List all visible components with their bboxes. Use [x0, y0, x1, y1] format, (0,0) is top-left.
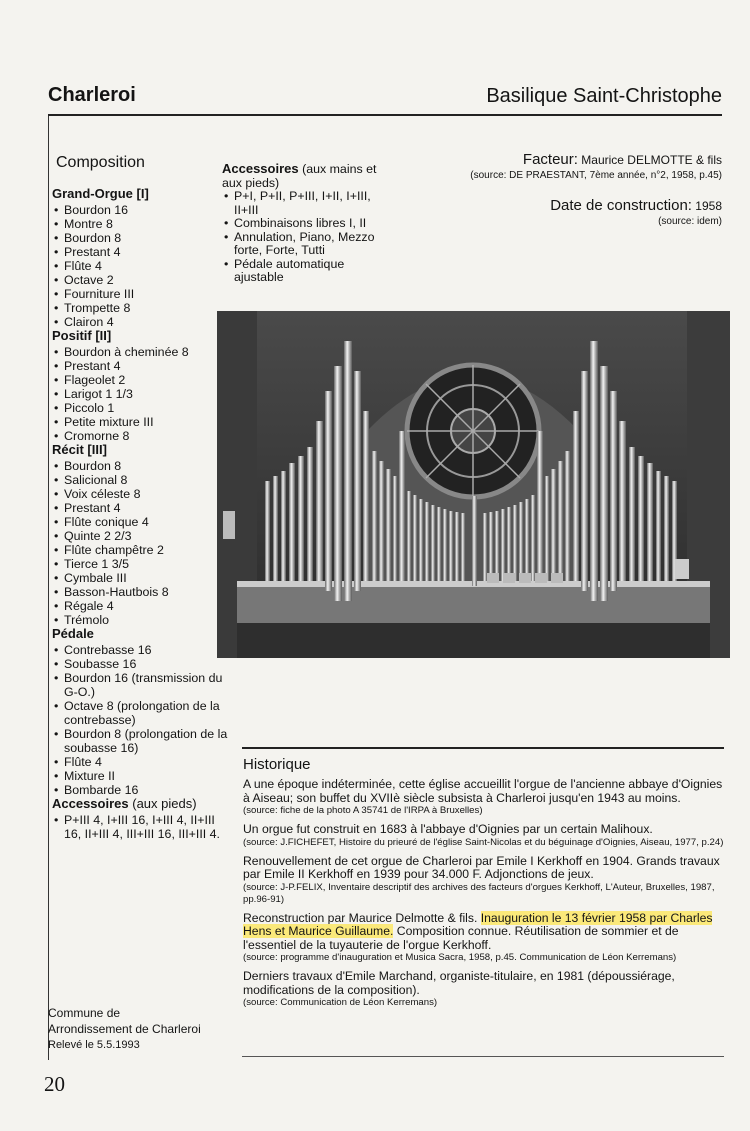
hand-accessories-suffix: (aux mains et aux pieds) [222, 162, 377, 190]
stop-item: • Bourdon 16 (transmission du G-O.) [52, 671, 228, 699]
stop-item: • Voix céleste 8 [52, 487, 228, 501]
page-number: 20 [44, 1072, 65, 1096]
stop-item: • Clairon 4 [52, 315, 228, 329]
stop-item: • Bourdon à cheminée 8 [52, 345, 228, 359]
historique-text [243, 778, 726, 1015]
stop-item: • Flûte champêtre 2 [52, 543, 228, 557]
history-paragraph [243, 855, 726, 906]
history-text: Un orgue fut construit en 1683 à l'abbaye d'Oignies par un certain Malihoux. [243, 822, 653, 836]
stop-item: • Prestant 4 [52, 501, 228, 515]
stop-item: • Cymbale III [52, 571, 228, 585]
stop-item: • Piccolo 1 [52, 401, 228, 415]
stop-item: • Cromorne 8 [52, 429, 228, 443]
history-text: Reconstruction par Maurice Delmotte & fils. [243, 910, 481, 925]
stop-item: • Octave 8 (prolongation de la contrebasse) [52, 699, 228, 727]
commune-line: Commune de [48, 1006, 121, 1020]
history-source: (source: programme d'inauguration et Musica Sacra, 1958, p.45. Communication de Léon Kerremans) [243, 952, 677, 963]
history-paragraph [243, 823, 726, 849]
history-source: (source: J.FICHEFET, Histoire du prieuré de l'église Saint-Nicolas et du béguinage d'Oignies, Aiseau, 1977, p.24) [243, 836, 724, 848]
history-source: (source: fiche de la photo A 35741 de l'IRPA à Bruxelles) [243, 805, 483, 816]
stop-item: • Bombarde 16 [52, 783, 228, 797]
division-title: Positif [II] [52, 328, 112, 343]
history-source: (source: J-P.FELIX, Inventaire descriptif des archives des facteurs d'orgues Kerkhoff, L'Auteur, Bruxelles, 1987, pp.96-91) [243, 881, 715, 905]
stop-item: • Basson-Hautbois 8 [52, 585, 228, 599]
stop-item: • Mixture II [52, 769, 228, 783]
stop-item: • Flageolet 2 [52, 373, 228, 387]
stop-item: • Bourdon 16 [52, 203, 228, 217]
division-pedale [52, 627, 228, 797]
history-paragraph [243, 912, 726, 965]
stop-item: • Trompette 8 [52, 301, 228, 315]
division-positif [52, 329, 228, 443]
historique-rule [242, 747, 724, 749]
history-paragraph [243, 970, 726, 1009]
stop-item: • Trémolo [52, 613, 228, 627]
builder-label: Facteur: [522, 151, 578, 168]
church-title: Basilique Saint-Christophe [486, 85, 722, 107]
hand-accessories-title: Accessoires [222, 161, 299, 176]
left-margin-rule [48, 116, 49, 1060]
stop-item: • Flûte 4 [52, 755, 228, 769]
city-title: Charleroi [48, 84, 136, 106]
stop-item: • Prestant 4 [52, 245, 228, 259]
stop-item: • Contrebasse 16 [52, 643, 228, 657]
division-grand-orgue [52, 187, 228, 329]
stop-item: • Flûte conique 4 [52, 515, 228, 529]
stop-item: • Quinte 2 2/3 [52, 529, 228, 543]
highlighted-inauguration: Inauguration le 13 février 1958 par Charles Hens et Maurice Guillaume. [243, 910, 713, 938]
releve-date: Relevé le 5.5.1993 [48, 1039, 140, 1051]
stop-item: • Fourniture III [52, 287, 228, 301]
pedal-accessories [52, 797, 228, 841]
history-text: Composition connue. Réutilisation de sommier et de l'essentiel de la tuyauterie de l'orgue Kerkhoff. [243, 924, 679, 952]
date-label: Date de construction: [550, 197, 692, 214]
stop-item: • Prestant 4 [52, 359, 228, 373]
history-text: A une époque indéterminée, cette église accueillit l'orgue de l'ancienne abbaye d'Oignies à Aiseau; son buffet du XVIIè siècle subsista à Charleroi jusqu'en 1943 au moins. [243, 777, 723, 805]
builder-info [470, 152, 722, 184]
pedal-accessories-suffix: (aux pieds) [128, 796, 197, 811]
stop-item: • Petite mixture III [52, 415, 228, 429]
arrondissement-line: Arrondissement de Charleroi [48, 1022, 201, 1036]
stop-item: • Bourdon 8 (prolongation de la soubasse 16) [52, 727, 228, 755]
builder-value: Maurice DELMOTTE & fils [581, 153, 722, 167]
stop-item: • Tierce 1 3/5 [52, 557, 228, 571]
date-value: 1958 [695, 199, 722, 213]
accessory-item: • Pédale automatique ajustable [222, 258, 392, 285]
historique-bottom-rule [242, 1056, 724, 1057]
accessory-item: • Annulation, Piano, Mezzo forte, Forte, Tutti [222, 231, 392, 258]
accessory-item: • P+I, P+II, P+III, I+II, I+III, II+III [222, 190, 392, 217]
commune-block [48, 1005, 201, 1053]
hand-accessories [222, 162, 392, 285]
stop-item: • Octave 2 [52, 273, 228, 287]
organ-photo [217, 311, 730, 658]
stoplist-column [52, 187, 228, 841]
division-recit [52, 443, 228, 627]
division-title: Pédale [52, 626, 94, 641]
pedal-accessories-title: Accessoires [52, 796, 129, 811]
division-title: Récit [III] [52, 442, 107, 457]
historique-heading: Historique [243, 756, 311, 773]
history-text: Renouvellement de cet orgue de Charleroi par Emile I Kerkhoff en 1904. Grands travaux par Emile II Kerkhoff en 1939 pour 34.000 F. Adjonctions de jeux. [243, 853, 720, 881]
division-title: Grand-Orgue [I] [52, 186, 149, 201]
builder-source: (source: DE PRAESTANT, 7ème année, n°2, 1958, p.45) [470, 170, 722, 181]
stop-item: • Montre 8 [52, 217, 228, 231]
stop-item: • Régale 4 [52, 599, 228, 613]
accessory-item: • Combinaisons libres I, II [222, 217, 392, 231]
stop-item: • Bourdon 8 [52, 459, 228, 473]
header-rule [48, 114, 722, 116]
stop-item: • Soubasse 16 [52, 657, 228, 671]
stop-item: • Larigot 1 1/3 [52, 387, 228, 401]
history-source: (source: Communication de Léon Kerremans) [243, 997, 438, 1008]
date-source: (source: idem) [658, 216, 722, 227]
construction-date [550, 198, 722, 230]
accessory-item: • P+III 4, I+III 16, I+III 4, II+III 16, II+III 4, III+III 16, III+III 4. [52, 813, 228, 841]
stop-item: • Bourdon 8 [52, 231, 228, 245]
stop-item: • Salicional 8 [52, 473, 228, 487]
composition-heading: Composition [56, 154, 145, 171]
history-paragraph [243, 778, 726, 817]
history-text: Derniers travaux d'Emile Marchand, organiste-titulaire, en 1981 (dépoussiérage, modifications de la composition). [243, 969, 675, 997]
stop-item: • Flûte 4 [52, 259, 228, 273]
